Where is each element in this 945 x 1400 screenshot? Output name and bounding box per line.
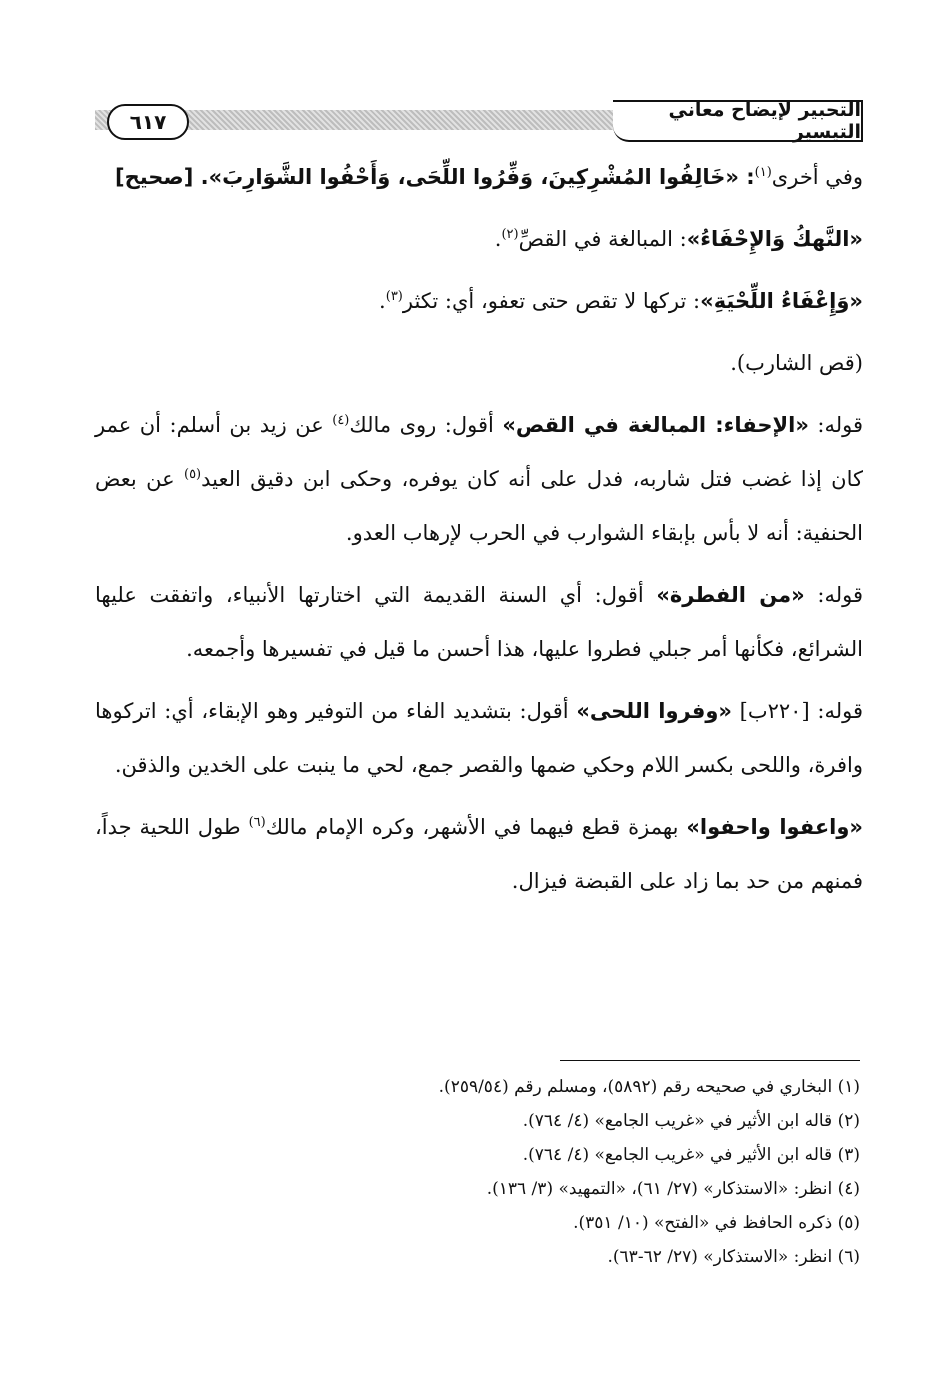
footnote-6: (٦) انظر: «الاستذكار» (٢٧/ ٦٢-٦٣). bbox=[607, 1247, 860, 1267]
hadith-grade: [صحيح] bbox=[114, 165, 194, 189]
paragraph-definition-2 bbox=[95, 274, 863, 328]
footnote-4: (٤) انظر: «الاستذكار» (٢٧/ ٦١)، «التمهيد» (٣/ ١٣٦). bbox=[486, 1179, 860, 1199]
term: «وَإِعْفَاءُ اللِّحْيَةِ» bbox=[700, 289, 863, 313]
text-span: أقول: روى مالك bbox=[349, 413, 503, 437]
term: «النَّهكُ وَالإِحْفَاءُ» bbox=[686, 227, 863, 251]
text-span: . bbox=[379, 289, 386, 313]
paragraph-commentary-4 bbox=[95, 800, 863, 908]
paragraph-commentary-2 bbox=[95, 568, 863, 676]
term: «واعفوا واحفوا» bbox=[686, 815, 863, 839]
footnote-3: (٣) قاله ابن الأثير في «غريب الجامع» (٤/ ٧٦٤). bbox=[522, 1145, 860, 1165]
text-span: قوله: bbox=[804, 583, 863, 607]
text-span: . bbox=[494, 227, 502, 251]
text-span: طول اللحية جداً، فمنهم من حد بما زاد على القبضة فيزال. bbox=[95, 815, 863, 893]
term: «الإحفاء: المبالغة في القص» bbox=[502, 413, 809, 437]
text-span: قوله: bbox=[808, 413, 864, 437]
footnote-2: (٢) قاله ابن الأثير في «غريب الجامع» (٤/ ٧٦٤). bbox=[522, 1111, 860, 1131]
text-span: : المبالغة في القصِّ bbox=[518, 227, 687, 251]
footnote-1: (١) البخاري في صحيحه رقم (٥٨٩٢)، ومسلم رقم (٢٥٩/٥٤). bbox=[438, 1077, 860, 1097]
text-span: وفي أخرى bbox=[771, 165, 863, 189]
footnotes bbox=[160, 1070, 860, 1274]
footnote-ref: (٦) bbox=[248, 815, 266, 830]
footnote-ref: (١) bbox=[754, 165, 772, 180]
page-number: ٦١٧ bbox=[107, 104, 189, 140]
page-header bbox=[95, 100, 863, 142]
book-title: التحبير لإيضاح معاني التيسير bbox=[613, 100, 863, 142]
text-span: عن بعض الحنفية: أنه لا بأس بإبقاء الشوارب في الحرب لإرهاب العدو. bbox=[95, 467, 863, 545]
paragraph-definition-1 bbox=[95, 212, 863, 266]
text-span: بهمزة قطع فيهما في الأشهر، وكره الإمام مالك bbox=[265, 815, 687, 839]
paragraph-commentary-3 bbox=[95, 684, 863, 792]
footnote-ref: (٥) bbox=[183, 467, 202, 482]
footnote-ref: (٣) bbox=[385, 289, 403, 304]
main-text bbox=[95, 150, 863, 916]
paragraph-commentary-1 bbox=[95, 398, 863, 560]
hadith-quote: : «خَالِفُوا المُشْرِكِينَ، وَفِّرُوا اللِّحَى، وَأَحْفُوا الشَّوَارِبَ». bbox=[193, 165, 755, 189]
section-heading: (قص الشارب). bbox=[730, 351, 863, 375]
text-span: أقول: أي السنة القديمة التي اختارتها الأنبياء، واتفقت عليها الشرائع، فكأنها أمر جبلي فطروا عليها، هذا أحسن ما قيل في تفسيرها وأجمعه. bbox=[95, 583, 863, 661]
footnote-ref: (٤) bbox=[332, 413, 350, 428]
footnote-ref: (٢) bbox=[501, 227, 519, 242]
text-span: : تركها لا تقص حتى تعفو، أي: تكثر bbox=[402, 289, 701, 313]
footnote-separator bbox=[560, 1060, 860, 1061]
term: «وفروا اللحى» bbox=[576, 699, 732, 723]
text-span: أقول: بتشديد الفاء من التوفير وهو الإبقاء، أي: اتركوها وافرة، واللحى بكسر اللام وحكي ضمها والقصر جمع، لحي ما ينبت على الخدين والذقن. bbox=[95, 699, 863, 777]
paragraph-hadith bbox=[95, 150, 863, 204]
footnote-5: (٥) ذكره الحافظ في «الفتح» (١٠/ ٣٥١). bbox=[573, 1213, 860, 1233]
text-span: عن زيد بن أسلم: أن عمر كان إذا غضب فتل شاربه، فدل على أنه كان يوفره، وحكى ابن دقيق العيد bbox=[95, 413, 863, 491]
term: «من الفطرة» bbox=[656, 583, 805, 607]
text-span: قوله: [٢٢٠ب] bbox=[731, 699, 863, 723]
